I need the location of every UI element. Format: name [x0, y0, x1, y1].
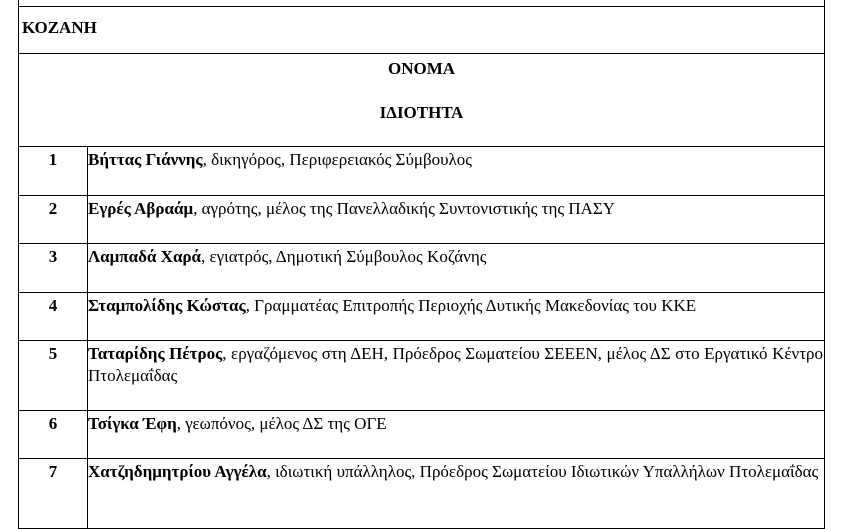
table-row: [19, 147, 825, 196]
candidate-occupation: , ιδιωτική υπάλληλος, Πρόεδρος Σωματείου Ιδιωτικών Υπαλλήλων Πτολεμαΐδας: [266, 462, 819, 481]
table-row: [19, 341, 825, 411]
candidate-occupation: , δικηγόρος, Περιφερειακός Σύμβουλος: [202, 150, 473, 169]
candidate-occupation: , εργαζόμενος στη ΔΕΗ, Πρόεδρος Σωματείου ΣΕΕΕΝ, μέλος ΔΣ στο Εργατικό Κέντρο Πτολεμαΐδας: [88, 344, 824, 385]
header-occupation-label: ΙΔΙΟΤΗΤΑ: [379, 103, 464, 122]
table-row: [19, 244, 825, 293]
candidate-description: [88, 196, 825, 244]
region-title: ΚΟΖΑΝΗ: [19, 7, 825, 54]
candidate-occupation: , Γραμματέας Επιτροπής Περιοχής Δυτικής Μακεδονίας του ΚΚΕ: [245, 296, 697, 315]
candidate-description: [88, 244, 825, 293]
candidate-description: [88, 147, 825, 196]
candidate-occupation: , αγρότης, μέλος της Πανελλαδικής Συντονιστικής της ΠΑΣΥ: [193, 199, 616, 218]
candidate-number: 5: [19, 341, 88, 411]
candidate-name: Τσίγκα Έφη: [88, 414, 177, 433]
candidate-description: [88, 293, 825, 341]
candidate-name: Λαμπαδά Χαρά: [88, 247, 202, 266]
region-row: [19, 7, 825, 54]
candidate-occupation: , εγιατρός, Δημοτική Σύμβουλος Κοζάνης: [201, 247, 487, 266]
table-row: [19, 411, 825, 459]
candidate-name: Σταμπολίδης Κώστας: [88, 296, 246, 315]
header-name-label: ΟΝΟΜΑ: [387, 59, 456, 78]
candidate-number: 1: [19, 147, 88, 196]
candidate-description: [88, 341, 825, 411]
candidate-name: Χατζηδημητρίου Αγγέλα: [88, 462, 267, 481]
header-cell: [19, 54, 825, 147]
candidate-number: 7: [19, 459, 88, 529]
candidate-name: Εγρές Αβραάμ: [88, 199, 194, 218]
header-row: [19, 54, 825, 147]
candidates-document: [18, 0, 824, 529]
candidate-description: [88, 411, 825, 459]
table-row: [19, 293, 825, 341]
candidate-name: Ταταρίδης Πέτρος: [88, 344, 223, 363]
candidate-description: [88, 459, 825, 529]
table-row: [19, 196, 825, 244]
candidate-number: 3: [19, 244, 88, 293]
table-row: [19, 459, 825, 529]
candidate-number: 4: [19, 293, 88, 341]
candidate-number: 2: [19, 196, 88, 244]
candidate-number: 6: [19, 411, 88, 459]
candidates-table: [18, 0, 825, 529]
candidate-name: Βήττας Γιάννης: [88, 150, 203, 169]
candidate-occupation: , γεωπόνος, μέλος ΔΣ της ΟΓΕ: [176, 414, 387, 433]
